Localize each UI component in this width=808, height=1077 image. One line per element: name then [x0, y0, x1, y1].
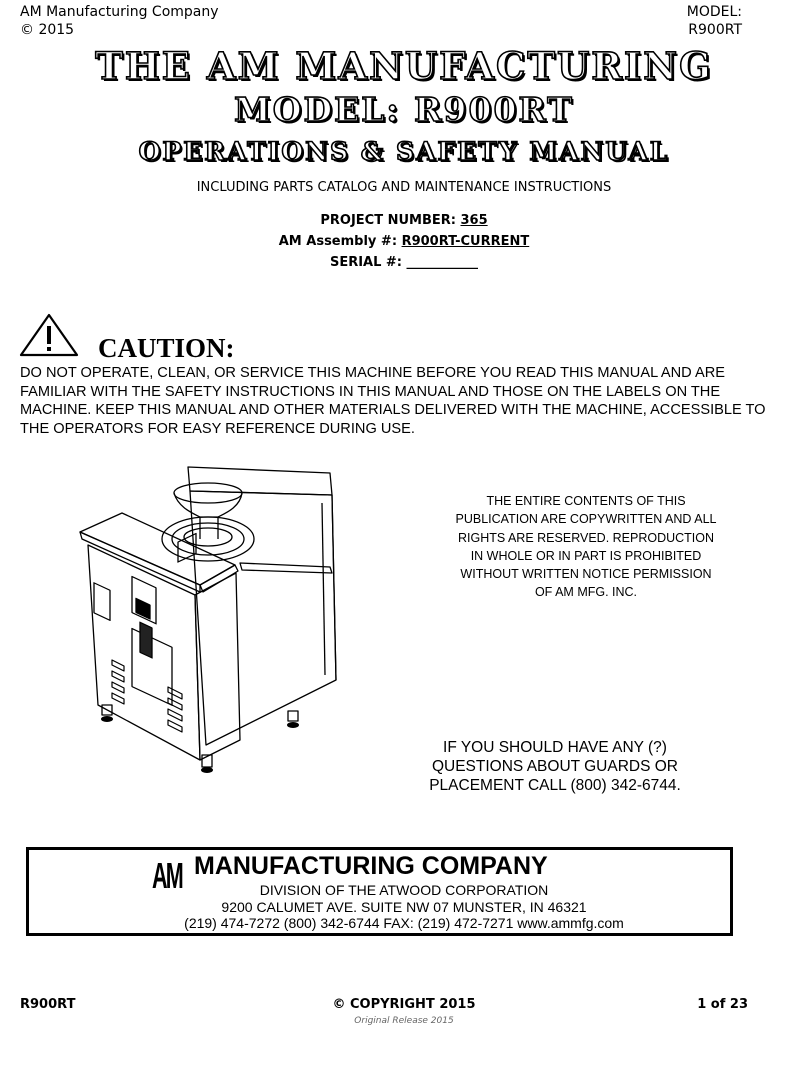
copyright-notice — [436, 492, 736, 602]
serial-number-value: ___________ — [406, 255, 479, 270]
copyright-line-2: PUBLICATION ARE COPYWRITTEN AND ALL — [455, 512, 717, 527]
header-model-label: MODEL: — [686, 4, 742, 20]
company-contact: (219) 474-7272 (800) 342-6744 FAX: (219) 472-7271 www.ammfg.com — [184, 915, 624, 931]
copyright-line-4: IN WHOLE OR IN PART IS PROHIBITED — [470, 548, 702, 563]
footer-model: R900RT — [20, 997, 76, 1012]
caution-heading: CAUTION: — [98, 333, 235, 363]
assembly-number-value: R900RT-CURRENT — [401, 234, 530, 249]
header-model-value: R900RT — [688, 22, 742, 38]
footer-release: Original Release 2015 — [354, 1016, 454, 1026]
company-address: 9200 CALUMET AVE. SUITE NW 07 MUNSTER, IN 46321 — [221, 899, 587, 915]
copyright-line-1: THE ENTIRE CONTENTS OF THIS — [486, 494, 686, 508]
copyright-line-5: WITHOUT WRITTEN NOTICE PERMISSION — [460, 567, 712, 582]
questions-notice — [420, 738, 690, 795]
company-name: MANUFACTURING COMPANY — [194, 852, 548, 880]
company-division: DIVISION OF THE ATWOOD CORPORATION — [259, 882, 549, 898]
header-copyright: © 2015 — [20, 22, 75, 38]
questions-line-1: IF YOU SHOULD HAVE ANY (?) — [443, 739, 667, 756]
caution-text: DO NOT OPERATE, CLEAN, OR SERVICE THIS MACHINE BEFORE YOU READ THIS MANUAL AND ARE FAMILIAR WITH THE SAFETY INSTRUCTIONS IN THIS MANUAL AND THOSE ON THE LABELS ON THE MACHINE. KEEP THIS MANUAL AND OTHER MATERIALS DELIVERED WITH THE MACHINE, ACCESSIBLE TO THE OPERATORS FOR EASY REFERENCE DURING USE. — [20, 365, 766, 437]
page-total: 23 — [729, 997, 748, 1012]
warning-triangle-icon — [18, 312, 80, 358]
header-company: AM Manufacturing Company — [20, 4, 219, 20]
footer-copyright: © COPYRIGHT 2015 — [332, 997, 476, 1012]
assembly-number-label: AM Assembly #: — [278, 234, 402, 249]
assembly-number — [0, 234, 808, 249]
title-line-3: OPERATIONS & SAFETY MANUAL — [138, 137, 670, 166]
copyright-line-3: RIGHTS ARE RESERVED. REPRODUCTION — [457, 530, 715, 545]
am-logo-text: AM — [152, 855, 182, 896]
title-line-1: THE AM MANUFACTURING — [95, 44, 713, 88]
copyright-line-6: OF AM MFG. INC. — [534, 585, 638, 600]
questions-line-3: PLACEMENT CALL (800) 342-6744. — [429, 777, 681, 794]
machine-illustration — [60, 455, 350, 775]
subtitle: INCLUDING PARTS CATALOG AND MAINTENANCE INSTRUCTIONS — [196, 180, 612, 195]
page-of: of — [710, 997, 726, 1012]
page-indicator — [697, 997, 748, 1012]
page-current: 1 — [697, 997, 707, 1012]
project-number-label: PROJECT NUMBER: — [320, 213, 461, 228]
serial-number — [0, 255, 808, 270]
project-number — [0, 213, 808, 228]
serial-number-label: SERIAL #: — [329, 255, 407, 270]
project-number-value: 365 — [460, 213, 488, 228]
questions-line-2: QUESTIONS ABOUT GUARDS OR — [431, 758, 679, 775]
title-line-2: MODEL: R900RT — [234, 90, 574, 129]
